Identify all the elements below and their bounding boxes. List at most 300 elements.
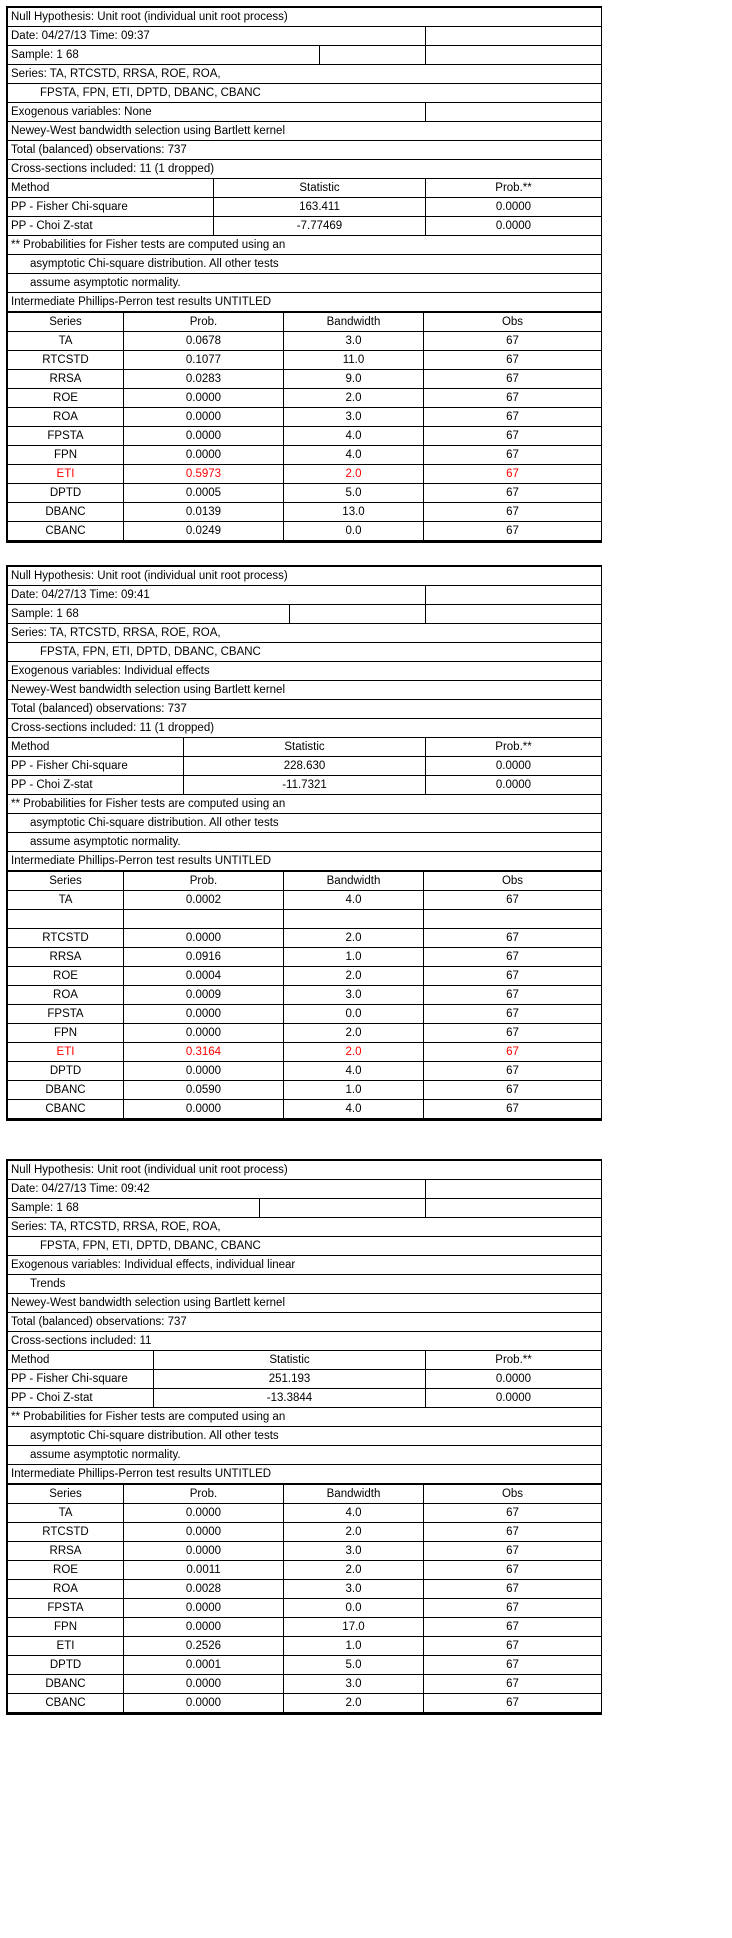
- series-prob: 0.0000: [124, 1062, 284, 1081]
- series-name: DBANC: [8, 503, 124, 522]
- table-row: [8, 160, 602, 179]
- intermediate-results-table: [7, 312, 602, 541]
- method-statistic: -11.7321: [184, 776, 426, 795]
- table-row: [8, 1332, 602, 1351]
- cross-sections-cell: Cross-sections included: 11 (1 dropped): [8, 160, 602, 179]
- series-bandwidth: 3.0: [284, 986, 424, 1005]
- series-prob: 0.0000: [124, 427, 284, 446]
- table-row: [8, 27, 602, 46]
- table-row: [8, 662, 602, 681]
- series-obs: 67: [424, 351, 602, 370]
- unit-root-test-block-1: [6, 6, 602, 543]
- series-name: ROE: [8, 967, 124, 986]
- series-bandwidth: 9.0: [284, 370, 424, 389]
- column-header-bandwidth: Bandwidth: [284, 872, 424, 891]
- column-header-statistic: Statistic: [154, 1351, 426, 1370]
- series-bandwidth: 17.0: [284, 1618, 424, 1637]
- column-header-statistic: Statistic: [184, 738, 426, 757]
- empty-cell: [290, 605, 426, 624]
- series-bandwidth: 5.0: [284, 484, 424, 503]
- spacer-cell: [8, 910, 124, 929]
- table-row: [8, 1618, 602, 1637]
- total-observations-cell: Total (balanced) observations: 737: [8, 141, 602, 160]
- series-bandwidth: 0.0: [284, 1599, 424, 1618]
- table-row: [8, 1199, 602, 1218]
- series-obs: 67: [424, 465, 602, 484]
- series-obs: 67: [424, 1523, 602, 1542]
- date-time-cell: Date: 04/27/13 Time: 09:41: [8, 586, 426, 605]
- series-prob: 0.1077: [124, 351, 284, 370]
- table-row: [8, 1313, 602, 1332]
- table-row: [8, 351, 602, 370]
- series-prob: 0.0000: [124, 1694, 284, 1713]
- table-row: [8, 503, 602, 522]
- empty-cell: [426, 1199, 602, 1218]
- intermediate-results-title: Intermediate Phillips-Perron test results UNTITLED: [8, 293, 602, 312]
- series-prob: 0.0000: [124, 446, 284, 465]
- table-row: [8, 1161, 602, 1180]
- spacer-cell: [284, 910, 424, 929]
- table-row: [8, 586, 602, 605]
- series-name: ETI: [8, 465, 124, 484]
- table-row: [8, 605, 602, 624]
- table-row: [8, 1180, 602, 1199]
- series-prob: 0.0001: [124, 1656, 284, 1675]
- table-row: [8, 122, 602, 141]
- series-line-1-cell: Series: TA, RTCSTD, RRSA, ROE, ROA,: [8, 65, 602, 84]
- sample-cell: Sample: 1 68: [8, 1199, 260, 1218]
- series-name: DPTD: [8, 1656, 124, 1675]
- cross-sections-cell: Cross-sections included: 11: [8, 1332, 602, 1351]
- series-line-2-cell: FPSTA, FPN, ETI, DPTD, DBANC, CBANC: [8, 643, 602, 662]
- table-row: [8, 1599, 602, 1618]
- series-obs: 67: [424, 1005, 602, 1024]
- table-row: [8, 967, 602, 986]
- column-header-prob: Prob.: [124, 872, 284, 891]
- table-row: [8, 370, 602, 389]
- series-bandwidth: 5.0: [284, 1656, 424, 1675]
- empty-cell: [320, 46, 426, 65]
- column-header-series: Series: [8, 872, 124, 891]
- method-label: PP - Choi Z-stat: [8, 1389, 154, 1408]
- series-line-1-cell: Series: TA, RTCSTD, RRSA, ROE, ROA,: [8, 1218, 602, 1237]
- series-name: ETI: [8, 1637, 124, 1656]
- method-statistic: -7.77469: [214, 217, 426, 236]
- series-name: TA: [8, 332, 124, 351]
- series-prob: 0.0000: [124, 1005, 284, 1024]
- series-prob: 0.0139: [124, 503, 284, 522]
- column-header-bandwidth: Bandwidth: [284, 313, 424, 332]
- series-bandwidth: 2.0: [284, 1523, 424, 1542]
- series-bandwidth: 1.0: [284, 1081, 424, 1100]
- series-prob: 0.0011: [124, 1561, 284, 1580]
- series-name: TA: [8, 1504, 124, 1523]
- table-row: [8, 1218, 602, 1237]
- series-obs: 67: [424, 503, 602, 522]
- table-row: [8, 1370, 602, 1389]
- series-name: FPSTA: [8, 427, 124, 446]
- series-bandwidth: 4.0: [284, 1062, 424, 1081]
- table-row-highlighted: [8, 1043, 602, 1062]
- series-bandwidth: 0.0: [284, 1005, 424, 1024]
- method-prob: 0.0000: [426, 198, 602, 217]
- table-row: [8, 1275, 602, 1294]
- series-bandwidth: 4.0: [284, 427, 424, 446]
- table-row: [8, 141, 602, 160]
- series-bandwidth: 11.0: [284, 351, 424, 370]
- table-row: [8, 1081, 602, 1100]
- unit-root-test-block-2: [6, 565, 602, 1121]
- series-obs: 67: [424, 948, 602, 967]
- column-header-series: Series: [8, 1485, 124, 1504]
- table-row: [8, 852, 602, 871]
- unit-root-test-block-3: [6, 1159, 602, 1715]
- table-row: [8, 293, 602, 312]
- series-line-2-cell: FPSTA, FPN, ETI, DPTD, DBANC, CBANC: [8, 84, 602, 103]
- table-row: [8, 1294, 602, 1313]
- series-bandwidth: 3.0: [284, 1580, 424, 1599]
- table-row: [8, 567, 602, 586]
- method-prob: 0.0000: [426, 776, 602, 795]
- column-header-bandwidth: Bandwidth: [284, 1485, 424, 1504]
- series-name: FPN: [8, 1024, 124, 1043]
- column-header-series: Series: [8, 313, 124, 332]
- series-bandwidth: 3.0: [284, 1675, 424, 1694]
- series-obs: 67: [424, 522, 602, 541]
- null-hypothesis-cell: Null Hypothesis: Unit root (individual unit root process): [8, 1161, 602, 1180]
- series-name: RRSA: [8, 948, 124, 967]
- method-label: PP - Fisher Chi-square: [8, 198, 214, 217]
- method-prob: 0.0000: [426, 757, 602, 776]
- series-name: FPN: [8, 446, 124, 465]
- series-prob: 0.0000: [124, 389, 284, 408]
- table-row-highlighted: [8, 465, 602, 484]
- series-obs: 67: [424, 1043, 602, 1062]
- sample-cell: Sample: 1 68: [8, 46, 320, 65]
- table-row: [8, 522, 602, 541]
- table-header-row: [8, 179, 602, 198]
- column-header-obs: Obs: [424, 1485, 602, 1504]
- exogenous-variables-cell: Exogenous variables: Individual effects: [8, 662, 602, 681]
- table-row: [8, 1523, 602, 1542]
- table-row: [8, 643, 602, 662]
- empty-cell: [426, 46, 602, 65]
- table-row: [8, 103, 602, 122]
- footnote-line: ** Probabilities for Fisher tests are computed using an: [8, 1408, 602, 1427]
- series-name: RTCSTD: [8, 1523, 124, 1542]
- empty-cell: [426, 1180, 602, 1199]
- table-row: [8, 1675, 602, 1694]
- date-time-cell: Date: 04/27/13 Time: 09:37: [8, 27, 426, 46]
- intermediate-results-table: [7, 871, 602, 1119]
- method-statistic: -13.3844: [154, 1389, 426, 1408]
- spacer-cell: [124, 910, 284, 929]
- series-prob: 0.0249: [124, 522, 284, 541]
- series-prob: 0.0004: [124, 967, 284, 986]
- series-obs: 67: [424, 1100, 602, 1119]
- table-row: [8, 1062, 602, 1081]
- table-header-row: [8, 1485, 602, 1504]
- series-prob: 0.0000: [124, 1100, 284, 1119]
- table-row: [8, 65, 602, 84]
- exogenous-variables-cell: Exogenous variables: None: [8, 103, 426, 122]
- series-prob: 0.0000: [124, 1523, 284, 1542]
- series-obs: 67: [424, 1618, 602, 1637]
- total-observations-cell: Total (balanced) observations: 737: [8, 700, 602, 719]
- null-hypothesis-cell: Null Hypothesis: Unit root (individual unit root process): [8, 8, 602, 27]
- table-row: [8, 484, 602, 503]
- series-prob: 0.0000: [124, 1542, 284, 1561]
- intermediate-results-title: Intermediate Phillips-Perron test results UNTITLED: [8, 852, 602, 871]
- footnote-line: ** Probabilities for Fisher tests are computed using an: [8, 795, 602, 814]
- column-header-prob: Prob.**: [426, 179, 602, 198]
- series-obs: 67: [424, 1024, 602, 1043]
- table-row: [8, 1504, 602, 1523]
- series-bandwidth: 3.0: [284, 408, 424, 427]
- table-header-row: [8, 313, 602, 332]
- series-name: CBANC: [8, 1694, 124, 1713]
- table-row: [8, 929, 602, 948]
- table-header-row: [8, 738, 602, 757]
- table-row: [8, 1024, 602, 1043]
- date-time-cell: Date: 04/27/13 Time: 09:42: [8, 1180, 426, 1199]
- empty-cell: [426, 27, 602, 46]
- table-row: [8, 1465, 602, 1484]
- table-row: [8, 1427, 602, 1446]
- series-prob: 0.0000: [124, 1675, 284, 1694]
- intermediate-results-title: Intermediate Phillips-Perron test results UNTITLED: [8, 1465, 602, 1484]
- series-bandwidth: 13.0: [284, 503, 424, 522]
- table-row: [8, 217, 602, 236]
- series-obs: 67: [424, 408, 602, 427]
- table-row: [8, 1561, 602, 1580]
- intermediate-results-table: [7, 1484, 602, 1713]
- table-row: [8, 1100, 602, 1119]
- result-table: [7, 566, 602, 871]
- column-header-prob: Prob.**: [426, 738, 602, 757]
- series-name: TA: [8, 891, 124, 910]
- exogenous-variables-cell: Exogenous variables: Individual effects, individual linear: [8, 1256, 602, 1275]
- series-name: CBANC: [8, 522, 124, 541]
- series-bandwidth: 1.0: [284, 1637, 424, 1656]
- series-obs: 67: [424, 1637, 602, 1656]
- column-header-method: Method: [8, 179, 214, 198]
- series-bandwidth: 4.0: [284, 446, 424, 465]
- series-bandwidth: 1.0: [284, 948, 424, 967]
- series-bandwidth: 2.0: [284, 1694, 424, 1713]
- series-name: ROE: [8, 1561, 124, 1580]
- series-obs: 67: [424, 891, 602, 910]
- total-observations-cell: Total (balanced) observations: 737: [8, 1313, 602, 1332]
- table-row: [8, 408, 602, 427]
- table-row: [8, 948, 602, 967]
- series-obs: 67: [424, 1542, 602, 1561]
- table-row: [8, 332, 602, 351]
- method-prob: 0.0000: [426, 217, 602, 236]
- series-prob: 0.0000: [124, 1599, 284, 1618]
- table-row: [8, 624, 602, 643]
- series-obs: 67: [424, 1656, 602, 1675]
- series-name: FPSTA: [8, 1005, 124, 1024]
- bandwidth-selection-cell: Newey-West bandwidth selection using Bartlett kernel: [8, 681, 602, 700]
- series-obs: 67: [424, 484, 602, 503]
- series-prob: 0.0000: [124, 408, 284, 427]
- cross-sections-cell: Cross-sections included: 11 (1 dropped): [8, 719, 602, 738]
- series-prob: 0.0000: [124, 1504, 284, 1523]
- method-prob: 0.0000: [426, 1389, 602, 1408]
- series-obs: 67: [424, 929, 602, 948]
- series-bandwidth: 2.0: [284, 967, 424, 986]
- table-row: [8, 1005, 602, 1024]
- table-row: [8, 986, 602, 1005]
- series-obs: 67: [424, 446, 602, 465]
- method-label: PP - Fisher Chi-square: [8, 757, 184, 776]
- series-prob: 0.0000: [124, 1024, 284, 1043]
- table-row: [8, 274, 602, 293]
- table-row: [8, 236, 602, 255]
- series-name: ROE: [8, 389, 124, 408]
- series-name: ROA: [8, 1580, 124, 1599]
- column-header-method: Method: [8, 1351, 154, 1370]
- series-prob: 0.0678: [124, 332, 284, 351]
- method-prob: 0.0000: [426, 1370, 602, 1389]
- series-name: DPTD: [8, 1062, 124, 1081]
- method-statistic: 228.630: [184, 757, 426, 776]
- empty-cell: [260, 1199, 426, 1218]
- series-prob: 0.0000: [124, 1618, 284, 1637]
- series-bandwidth: 2.0: [284, 465, 424, 484]
- sample-cell: Sample: 1 68: [8, 605, 290, 624]
- null-hypothesis-cell: Null Hypothesis: Unit root (individual unit root process): [8, 567, 602, 586]
- column-header-prob: Prob.: [124, 313, 284, 332]
- method-statistic: 163.411: [214, 198, 426, 217]
- series-bandwidth: 2.0: [284, 389, 424, 408]
- series-bandwidth: 3.0: [284, 1542, 424, 1561]
- series-obs: 67: [424, 370, 602, 389]
- series-obs: 67: [424, 332, 602, 351]
- footnote-line: assume asymptotic normality.: [8, 1446, 602, 1465]
- table-row: [8, 389, 602, 408]
- table-row: [8, 776, 602, 795]
- table-row: [8, 833, 602, 852]
- series-prob: 0.0009: [124, 986, 284, 1005]
- table-row: [8, 446, 602, 465]
- series-prob: 0.0005: [124, 484, 284, 503]
- exogenous-variables-continuation-cell: Trends: [8, 1275, 602, 1294]
- table-row: [8, 1237, 602, 1256]
- table-row: [8, 84, 602, 103]
- series-prob: 0.5973: [124, 465, 284, 484]
- table-header-row: [8, 1351, 602, 1370]
- table-row: [8, 1542, 602, 1561]
- series-name: ETI: [8, 1043, 124, 1062]
- series-prob: 0.2526: [124, 1637, 284, 1656]
- column-header-obs: Obs: [424, 872, 602, 891]
- series-prob: 0.0028: [124, 1580, 284, 1599]
- spacer-cell: [424, 910, 602, 929]
- table-row: [8, 1408, 602, 1427]
- footnote-line: asymptotic Chi-square distribution. All other tests: [8, 1427, 602, 1446]
- footnote-line: asymptotic Chi-square distribution. All other tests: [8, 814, 602, 833]
- table-row: [8, 719, 602, 738]
- series-prob: 0.0000: [124, 929, 284, 948]
- method-statistic: 251.193: [154, 1370, 426, 1389]
- table-row: [8, 8, 602, 27]
- table-row: [8, 795, 602, 814]
- series-bandwidth: 2.0: [284, 1561, 424, 1580]
- table-row: [8, 1694, 602, 1713]
- method-label: PP - Fisher Chi-square: [8, 1370, 154, 1389]
- table-row: [8, 46, 602, 65]
- method-label: PP - Choi Z-stat: [8, 217, 214, 236]
- series-bandwidth: 2.0: [284, 1043, 424, 1062]
- column-header-prob: Prob.**: [426, 1351, 602, 1370]
- series-bandwidth: 4.0: [284, 891, 424, 910]
- series-name: RTCSTD: [8, 929, 124, 948]
- series-prob: 0.0002: [124, 891, 284, 910]
- empty-cell: [426, 586, 602, 605]
- table-row: [8, 1580, 602, 1599]
- column-header-obs: Obs: [424, 313, 602, 332]
- table-row: [8, 255, 602, 274]
- series-name: ROA: [8, 986, 124, 1005]
- series-line-2-cell: FPSTA, FPN, ETI, DPTD, DBANC, CBANC: [8, 1237, 602, 1256]
- footnote-line: ** Probabilities for Fisher tests are computed using an: [8, 236, 602, 255]
- series-obs: 67: [424, 1675, 602, 1694]
- result-table: [7, 7, 602, 312]
- table-row: [8, 891, 602, 910]
- table-row: [8, 427, 602, 446]
- table-header-row: [8, 872, 602, 891]
- series-obs: 67: [424, 967, 602, 986]
- series-bandwidth: 2.0: [284, 1024, 424, 1043]
- table-row: [8, 1389, 602, 1408]
- series-name: ROA: [8, 408, 124, 427]
- column-header-prob: Prob.: [124, 1485, 284, 1504]
- series-name: RTCSTD: [8, 351, 124, 370]
- table-row: [8, 198, 602, 217]
- table-row: [8, 757, 602, 776]
- series-obs: 67: [424, 1580, 602, 1599]
- series-prob: 0.0916: [124, 948, 284, 967]
- series-name: CBANC: [8, 1100, 124, 1119]
- table-row: [8, 1256, 602, 1275]
- series-prob: 0.0283: [124, 370, 284, 389]
- series-name: DBANC: [8, 1081, 124, 1100]
- series-bandwidth: 4.0: [284, 1100, 424, 1119]
- series-name: FPN: [8, 1618, 124, 1637]
- series-name: FPSTA: [8, 1599, 124, 1618]
- column-header-method: Method: [8, 738, 184, 757]
- series-bandwidth: 2.0: [284, 929, 424, 948]
- footnote-line: assume asymptotic normality.: [8, 274, 602, 293]
- series-name: DPTD: [8, 484, 124, 503]
- table-row: [8, 1656, 602, 1675]
- series-bandwidth: 0.0: [284, 522, 424, 541]
- series-bandwidth: 4.0: [284, 1504, 424, 1523]
- table-row: [8, 814, 602, 833]
- series-obs: 67: [424, 986, 602, 1005]
- table-row: [8, 1637, 602, 1656]
- series-obs: 67: [424, 1694, 602, 1713]
- table-row: [8, 681, 602, 700]
- series-line-1-cell: Series: TA, RTCSTD, RRSA, ROE, ROA,: [8, 624, 602, 643]
- result-table: [7, 1160, 602, 1484]
- method-label: PP - Choi Z-stat: [8, 776, 184, 795]
- series-obs: 67: [424, 427, 602, 446]
- series-obs: 67: [424, 1062, 602, 1081]
- column-header-statistic: Statistic: [214, 179, 426, 198]
